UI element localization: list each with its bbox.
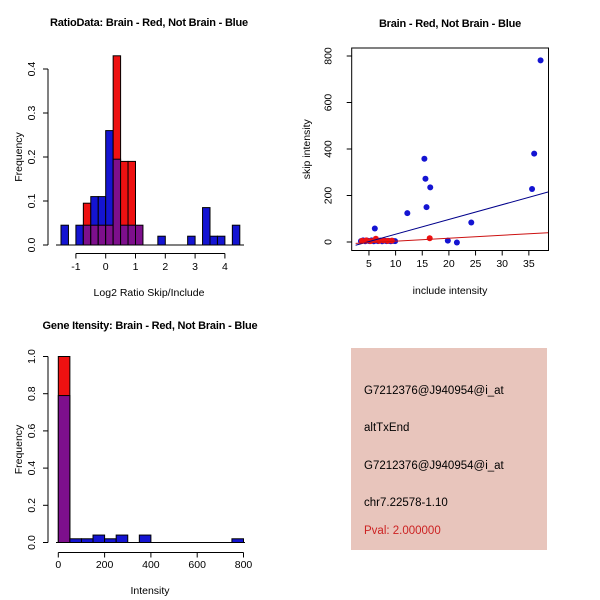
histogram-overlap-bar	[58, 396, 70, 543]
data-point-not-brain-points	[424, 204, 430, 210]
plot-box	[352, 48, 549, 251]
y-tick-label: 0.8	[26, 386, 38, 402]
x-tick-label: 800	[234, 559, 253, 571]
not-brain-fit-line	[356, 192, 548, 245]
histogram-bar	[116, 535, 128, 542]
histogram-bar	[232, 225, 239, 245]
histogram-bar	[105, 539, 117, 543]
histogram-bar	[81, 539, 93, 543]
histogram-overlap-bar	[106, 225, 113, 245]
histogram-bar	[61, 225, 68, 245]
x-tick-label: -1	[71, 261, 81, 273]
chart-title: Brain - Red, Not Brain - Blue	[378, 18, 522, 30]
y-tick-label: 1.0	[26, 349, 38, 364]
histogram-overlap-bar	[91, 225, 98, 245]
gene-intensity-histogram-panel	[0, 300, 300, 600]
splice-type-text: altTxEnd	[364, 422, 410, 434]
y-tick-label: 0.4	[26, 460, 38, 476]
x-tick-label: 4	[221, 261, 228, 273]
histogram-bar	[158, 236, 165, 245]
probe-id-text-2: G7212376@J940954@i_at	[364, 460, 504, 472]
data-point-not-brain-points	[404, 210, 410, 216]
data-point-not-brain-points	[531, 151, 537, 157]
x-tick-label: 0	[102, 261, 109, 273]
data-point-not-brain-points	[422, 176, 428, 182]
x-tick-label: 10	[389, 258, 402, 270]
histogram-bar	[217, 236, 224, 245]
chart-title: RatioData: Brain - Red, Not Brain - Blue	[50, 17, 248, 29]
x-tick-label: 15	[416, 258, 429, 270]
x-tick-label: 20	[443, 258, 455, 270]
x-axis-title: Intensity	[130, 585, 170, 597]
chart-title: Gene Itensity: Brain - Red, Not Brain - Blue	[42, 320, 258, 332]
data-point-not-brain-points	[372, 226, 378, 232]
y-tick-label: 0.2	[26, 497, 38, 513]
histogram-overlap-bar	[121, 225, 128, 245]
ratio-histogram-panel	[0, 0, 300, 300]
x-tick-label: 1	[132, 261, 139, 273]
y-tick-label: 0.0	[26, 237, 38, 253]
data-point-not-brain-points	[468, 219, 474, 225]
data-point-not-brain-points	[538, 57, 544, 63]
x-axis-title: Log2 Ratio Skip/Include	[93, 287, 205, 299]
y-axis-title: Frequency	[13, 424, 25, 475]
histogram-bar	[210, 236, 217, 245]
histogram-bar	[136, 225, 143, 245]
x-tick-label: 600	[188, 559, 206, 571]
histogram-bar	[76, 225, 83, 245]
y-tick-label: 0.3	[26, 105, 38, 121]
histogram-bar	[93, 535, 105, 542]
pval-text: Pval: 2.000000	[364, 525, 441, 537]
y-tick-label: 0	[322, 239, 335, 245]
chromosome-location-text: chr7.22578-1.10	[364, 497, 448, 509]
probe-id-text: G7212376@J940954@i_at	[364, 385, 504, 397]
data-point-not-brain-points	[421, 156, 427, 162]
y-tick-label: 0.6	[26, 423, 38, 439]
histogram-bar	[203, 208, 210, 245]
x-tick-label: 200	[95, 559, 114, 571]
x-tick-label: 0	[55, 559, 62, 571]
x-tick-label: 5	[366, 258, 372, 270]
data-point-brain-points	[427, 235, 433, 241]
y-tick-label: 0.1	[26, 193, 38, 209]
y-axis-title: Frequency	[13, 132, 25, 182]
x-tick-label: 400	[142, 559, 160, 571]
y-tick-label: 0.0	[26, 535, 38, 550]
histogram-bar	[70, 539, 82, 543]
x-tick-label: 2	[162, 261, 169, 273]
x-axis-title: include intensity	[412, 285, 488, 297]
y-tick-label: 800	[322, 47, 335, 65]
gene-info-box	[351, 348, 547, 550]
y-tick-label: 400	[322, 140, 335, 158]
data-point-brain-points	[389, 238, 395, 244]
histogram-bar	[139, 535, 151, 542]
histogram-overlap-bar	[113, 159, 120, 245]
x-tick-label: 30	[496, 258, 509, 270]
data-point-not-brain-points	[454, 239, 460, 245]
x-tick-label: 3	[192, 261, 199, 273]
data-point-not-brain-points	[529, 186, 535, 192]
y-axis-title: skip intensity	[301, 119, 313, 180]
intensity-scatter-panel	[300, 0, 600, 300]
histogram-bar	[188, 236, 195, 245]
x-tick-label: 35	[523, 258, 535, 270]
x-tick-label: 25	[469, 258, 482, 270]
data-point-not-brain-points	[427, 184, 433, 190]
y-tick-label: 600	[322, 93, 335, 112]
histogram-overlap-bar	[128, 225, 135, 245]
y-tick-label: 0.2	[26, 149, 38, 165]
y-tick-label: 0.4	[26, 61, 38, 77]
y-tick-label: 200	[322, 186, 335, 205]
histogram-overlap-bar	[98, 225, 105, 245]
histogram-overlap-bar	[83, 225, 90, 245]
histogram-bar	[232, 539, 244, 543]
